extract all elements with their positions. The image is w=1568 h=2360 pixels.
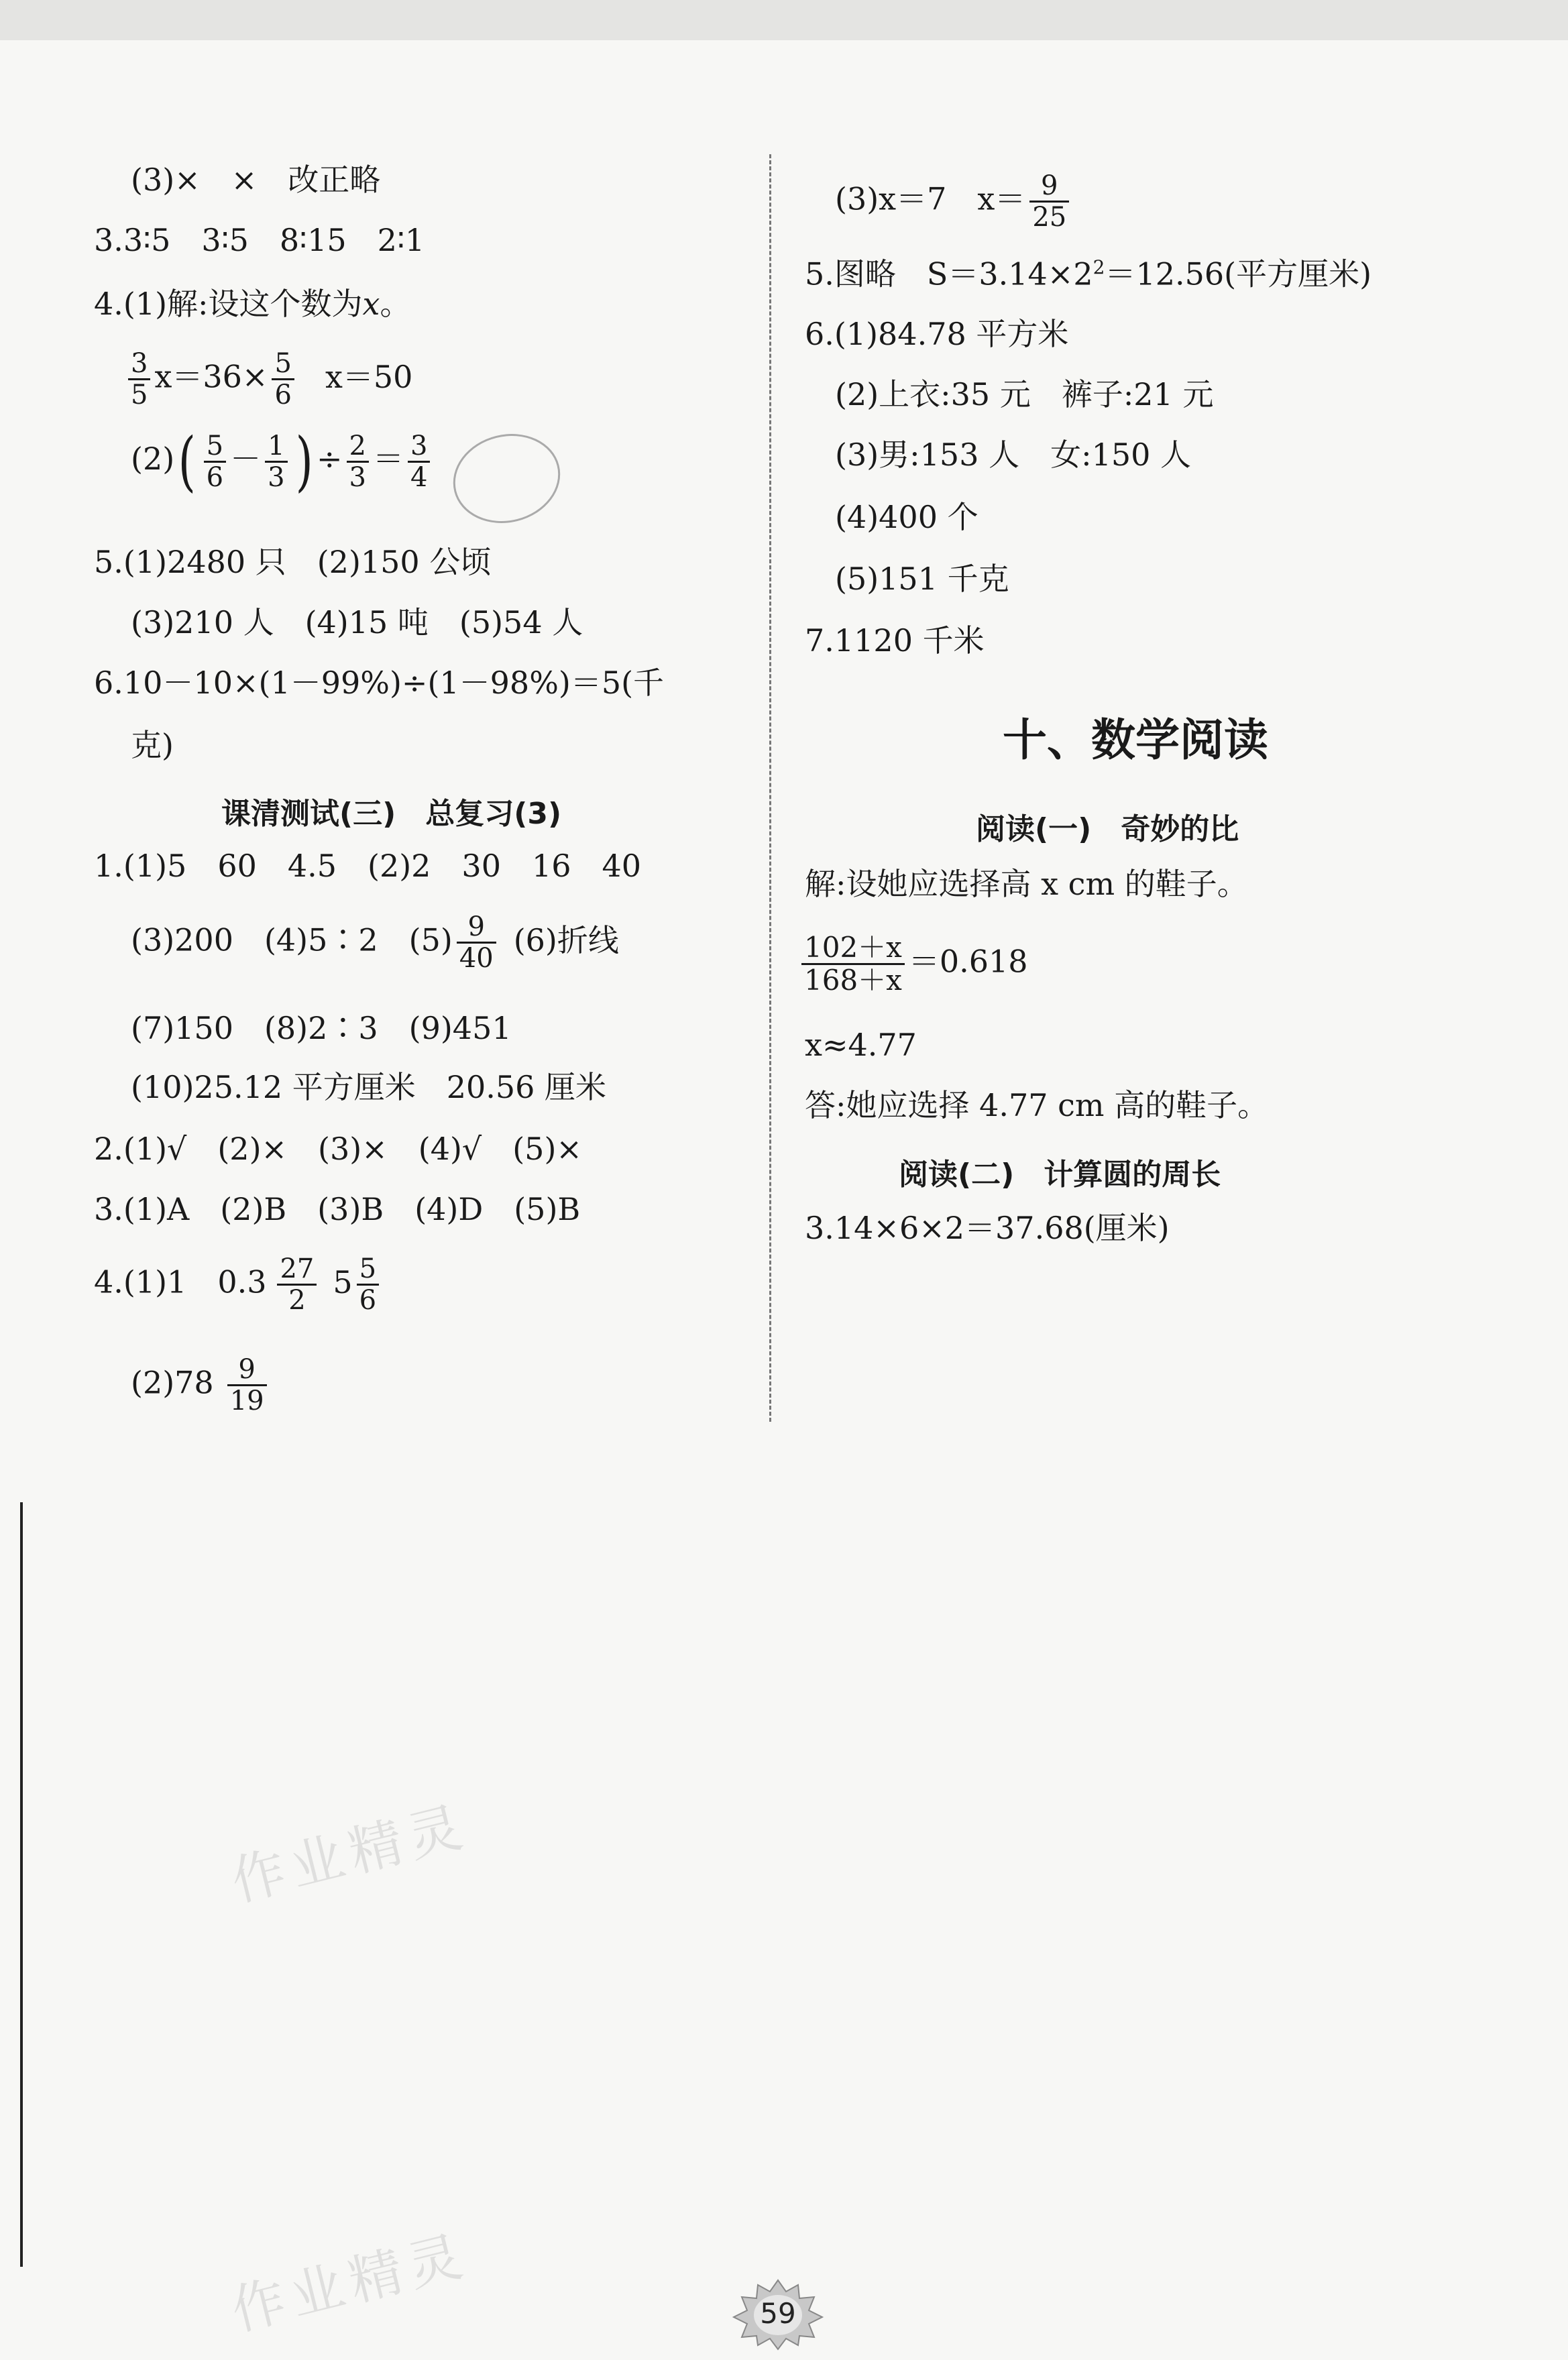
answer-line: (3)210 人 (4)15 吨 (5)54 人 (131, 604, 583, 640)
answer-text: (3)x＝7 x＝ (835, 180, 1026, 217)
answer-line: (10)25.12 平方厘米 20.56 厘米 (131, 1069, 607, 1105)
fraction: $\frac{5}{6}$ (357, 1254, 379, 1315)
answer-line: (4)400 个 (835, 499, 978, 535)
fraction: $\frac{1}{3}$ (265, 431, 287, 492)
equation-line (801, 932, 1028, 996)
answer-text: 5 (333, 1263, 353, 1300)
fraction: $\frac{3}{5}$ (128, 349, 150, 410)
fraction: $\frac{102+x}{168+x}$ (801, 932, 905, 996)
operator: ÷ (316, 441, 343, 477)
stamp-icon (444, 423, 570, 534)
answer-text: 。 (380, 286, 411, 322)
answer-line: 解:设她应选择高 x cm 的鞋子。 (805, 866, 1248, 902)
answer-line: 7.1120 千米 (805, 622, 985, 659)
answer-line (131, 912, 619, 973)
answer-text: (2)78 (131, 1364, 214, 1401)
scan-top-edge (0, 0, 1568, 40)
section-heading: 课清测试(三) 总复习(3) (221, 797, 562, 831)
equation-text: x＝50 (325, 358, 413, 395)
watermark: 作业精灵 (225, 2223, 475, 2343)
equation-line (131, 424, 434, 499)
variable: x (362, 286, 380, 322)
page-number: 59 (760, 2297, 796, 2330)
answer-line: x≈4.77 (805, 1027, 917, 1063)
fraction: $\frac{9}{25}$ (1029, 171, 1069, 232)
right-paren: ) (295, 424, 313, 499)
fraction: $\frac{5}{6}$ (204, 431, 226, 492)
fraction: $\frac{27}{2}$ (277, 1254, 317, 1315)
answer-line: 答:她应选择 4.77 cm 高的鞋子。 (805, 1087, 1269, 1123)
equation-text: (2) (131, 441, 175, 477)
section-heading: 阅读(二) 计算圆的周长 (899, 1158, 1221, 1192)
fraction: $\frac{9}{19}$ (227, 1355, 267, 1416)
answer-line: 3.14×6×2＝37.68(厘米) (805, 1210, 1170, 1246)
operator: ＝ (372, 441, 404, 477)
fraction: $\frac{2}{3}$ (347, 431, 369, 492)
equation-line (124, 349, 412, 410)
answer-line (94, 1254, 383, 1315)
fraction: $\frac{3}{4}$ (408, 431, 430, 492)
answer-line: 5.(1)2480 只 (2)150 公顷 (94, 544, 492, 580)
answer-line: 3.3∶5 3∶5 8∶15 2∶1 (94, 222, 425, 258)
answer-text: 5.图略 S＝3.14×2 (805, 256, 1093, 292)
equation-text: x＝36× (154, 358, 268, 395)
left-paren: ( (178, 424, 197, 499)
answer-line (805, 256, 1372, 292)
page-number-badge (731, 2277, 825, 2351)
answer-line (835, 171, 1073, 232)
answer-text: ＝12.56(平方厘米) (1105, 256, 1372, 292)
answer-line: 2.(1)√ (2)× (3)× (4)√ (5)× (94, 1131, 582, 1167)
answer-line: 6.(1)84.78 平方米 (805, 316, 1069, 352)
chapter-title: 十、数学阅读 (1003, 714, 1268, 766)
answer-line: 克) (131, 727, 174, 763)
answer-line: 6.10－10×(1－99%)÷(1－98%)＝5(千 (94, 665, 665, 701)
answer-text: (6)折线 (513, 921, 619, 958)
answer-line: 3.(1)A (2)B (3)B (4)D (5)B (94, 1191, 581, 1227)
operator: － (230, 441, 262, 477)
fraction: $\frac{9}{40}$ (457, 912, 496, 973)
exponent: 2 (1093, 256, 1105, 278)
column-divider (769, 154, 771, 1422)
fraction: $\frac{5}{6}$ (272, 349, 294, 410)
answer-text: 4.(1)1 0.3 (94, 1263, 267, 1300)
answer-line: 1.(1)5 60 4.5 (2)2 30 16 40 (94, 848, 642, 884)
answer-line: (3)× × 改正略 (131, 162, 381, 198)
section-heading: 阅读(一) 奇妙的比 (976, 812, 1239, 846)
answer-line: (7)150 (8)2∶3 (9)451 (131, 1010, 512, 1046)
answer-line: (2)上衣:35 元 裤子:21 元 (835, 376, 1214, 412)
equation-text: ＝0.618 (908, 943, 1028, 980)
binding-edge (20, 1502, 23, 2267)
answer-line: (3)男:153 人 女:150 人 (835, 437, 1191, 473)
watermark: 作业精灵 (225, 1794, 475, 1913)
answer-text: (3)200 (4)5∶2 (5) (131, 921, 453, 958)
answer-text: 4.(1)解:设这个数为 (94, 286, 363, 322)
answer-line: (5)151 千克 (835, 561, 1009, 597)
answer-line (94, 286, 411, 322)
answer-line (131, 1355, 271, 1416)
